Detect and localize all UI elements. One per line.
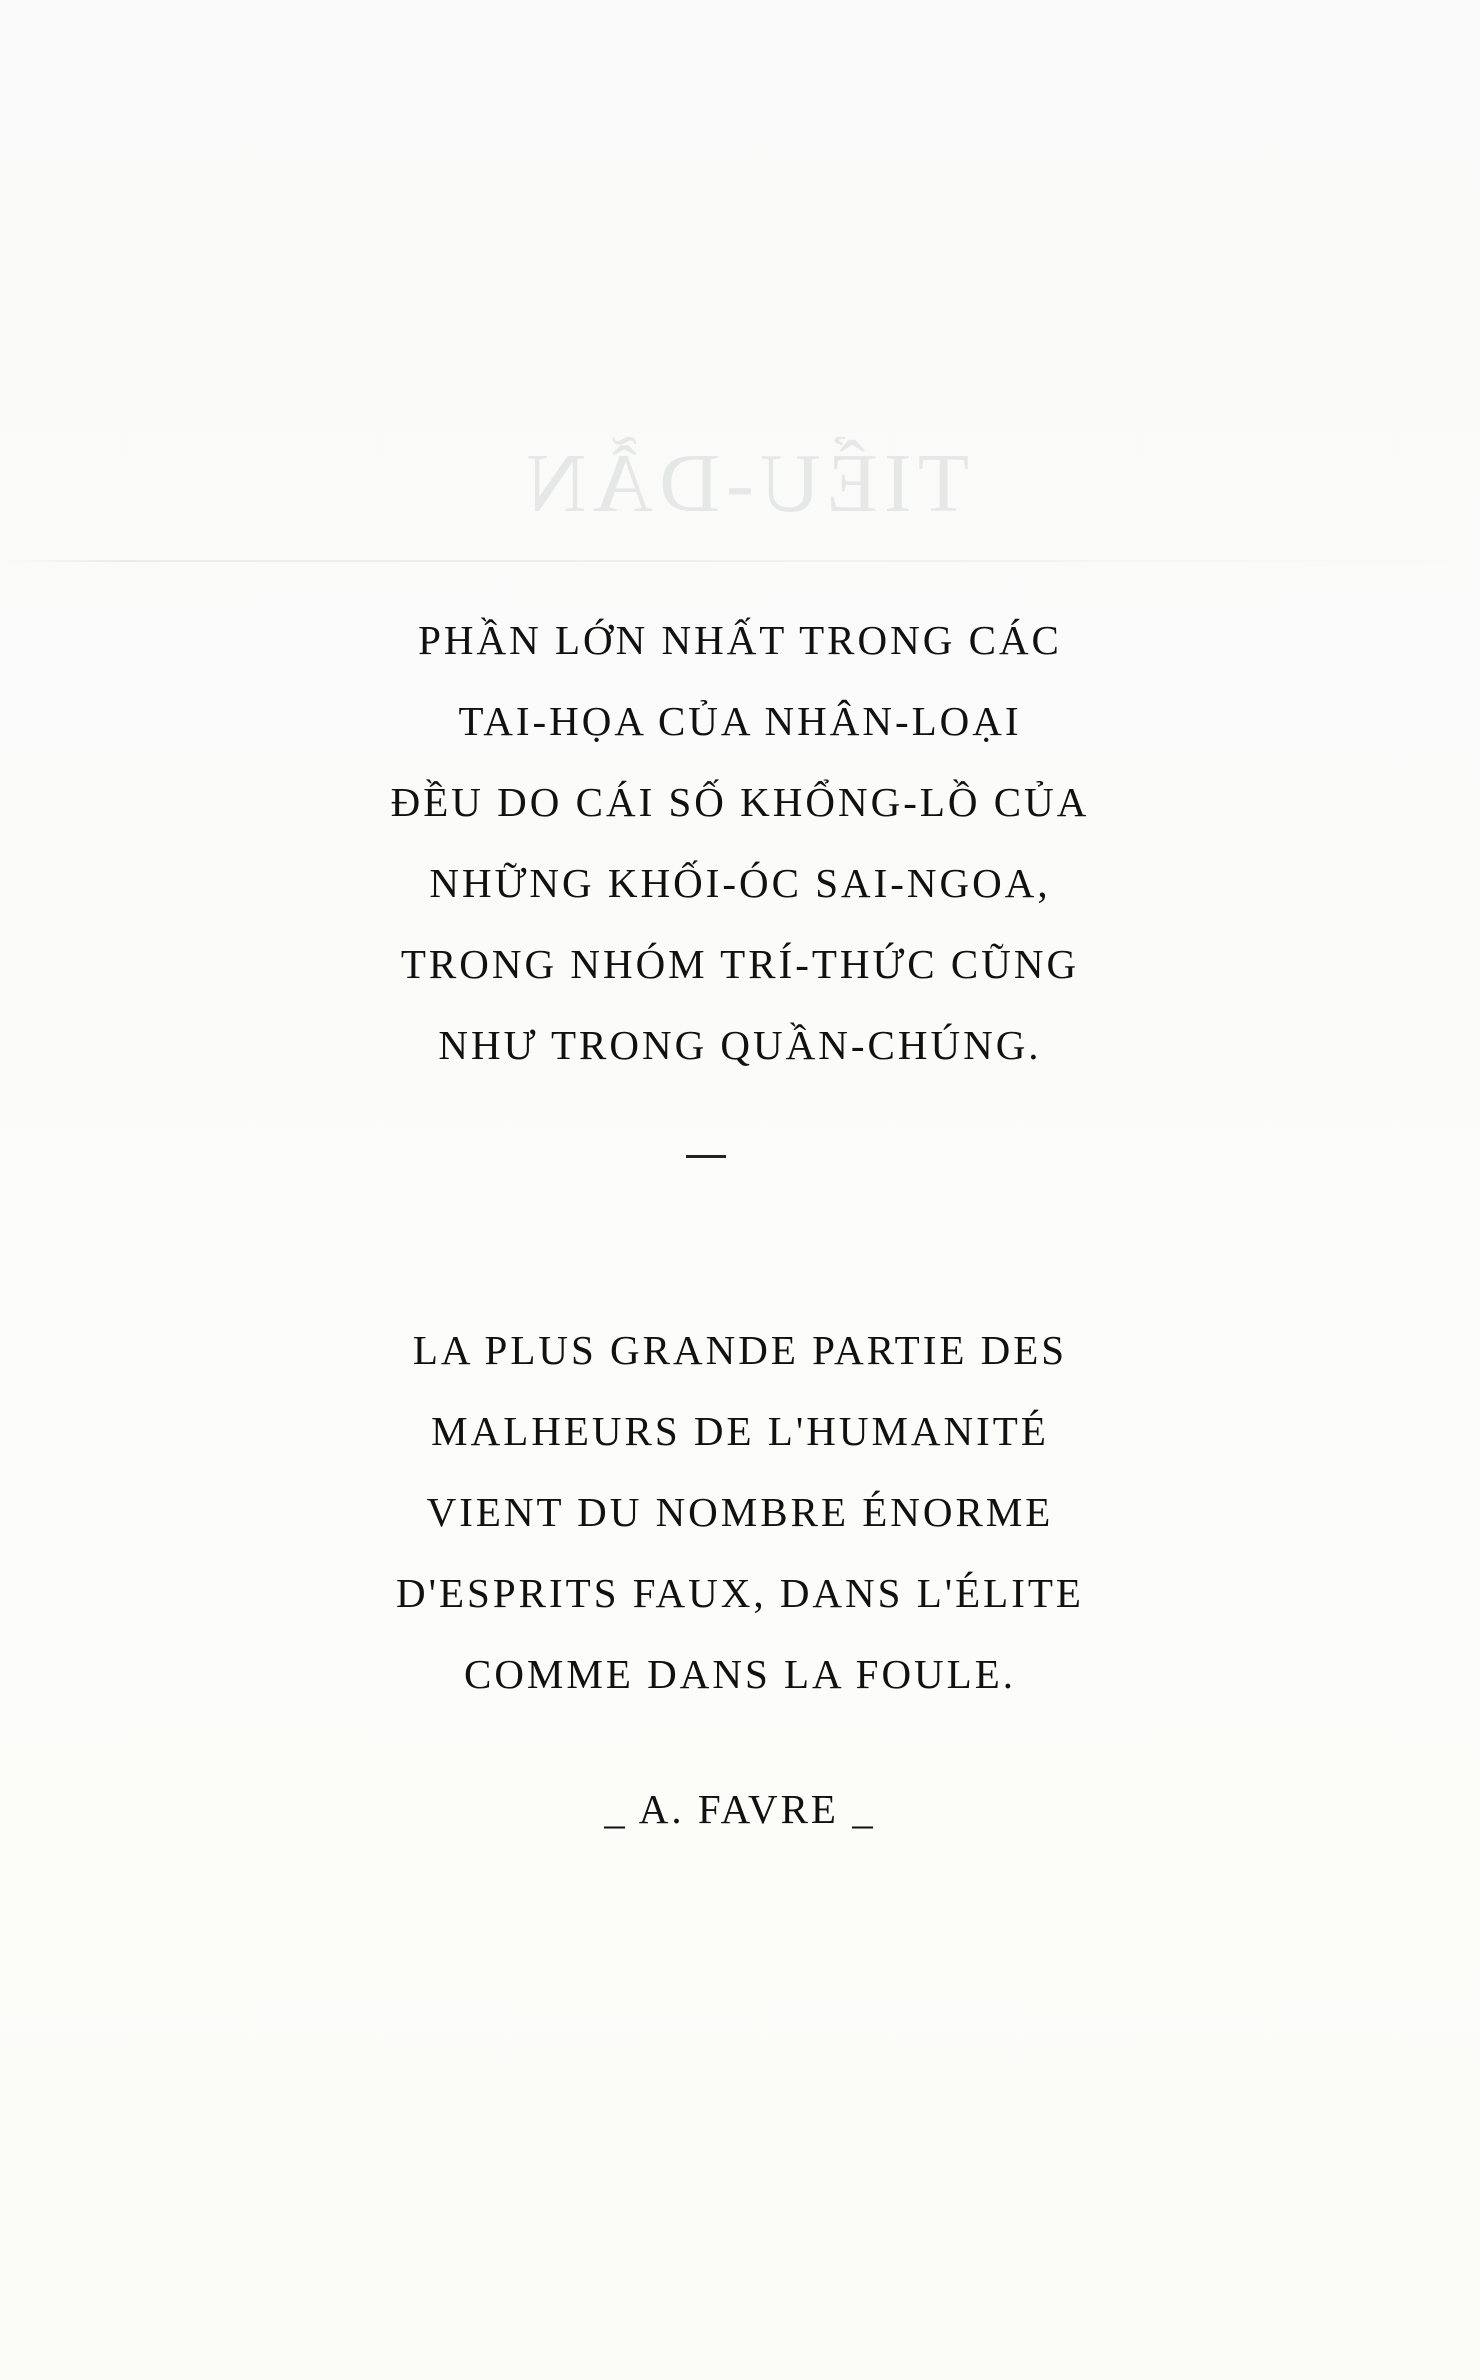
quote-fr-line-1: LA PLUS GRANDE PARTIE DES [412,1327,1068,1373]
quote-fr-line-4: D'ESPRITS FAUX, DANS L'ÉLITE [396,1570,1084,1616]
quote-vi-line-2: TAI-HỌA CỦA NHÂN-LOẠI [458,698,1022,744]
quote-vietnamese [0,600,1480,1086]
quote-vi-line-1: PHẦN LỚN NHẤT TRONG CÁC [418,617,1062,663]
quote-vi-line-4: NHỮNG KHỐI-ÓC SAI-NGOA, [429,860,1051,906]
quote-attribution: _ A. FAVRE _ [604,1786,876,1832]
quote-french [0,1310,1480,1715]
quote-fr-line-2: MALHEURS DE L'HUMANITÉ [431,1408,1049,1454]
quote-vi-line-5: TRONG NHÓM TRÍ-THỨC CŨNG [400,941,1080,987]
separator-dash [686,1155,726,1158]
show-through-heading: TIỂU-DẪN [520,437,970,530]
quote-vi-line-6: NHƯ TRONG QUẦN-CHÚNG. [438,1022,1042,1068]
quote-vi-line-3: ĐỀU DO CÁI SỐ KHỔNG-LỒ CỦA [390,779,1090,825]
quote-fr-line-3: VIENT DU NOMBRE ÉNORME [426,1489,1054,1535]
page-crease [0,560,1480,562]
quote-fr-line-5: COMME DANS LA FOULE. [463,1651,1017,1697]
